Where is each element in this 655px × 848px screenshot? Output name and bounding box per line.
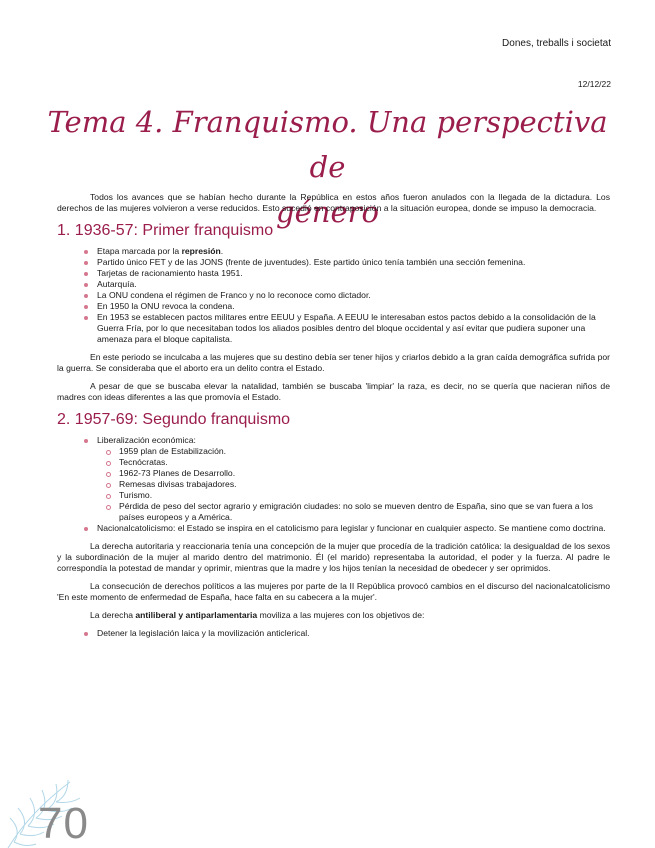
sub-list-item: Pérdida de peso del sector agrario y emigración ciudades: no solo se mueven dentro de España, sino que se van fuera a los países europeos y a América.: [119, 501, 610, 523]
paragraph-text: moviliza a las mujeres con los objetivos de:: [257, 610, 425, 620]
sub-list-item: 1959 plan de Estabilización.: [119, 446, 610, 457]
list-item: [97, 435, 610, 523]
section-2-paragraph: [57, 610, 610, 621]
section-2-paragraph: La consecución de derechos políticos a las mujeres por parte de la II República provocó cambios en el discurso del nacionalcatolicismo 'En este momento de enfermedad de España, hace falta en su cabecera a la mujer'.: [57, 581, 610, 602]
section-1-paragraph: En este periodo se inculcaba a las mujeres que su destino debía ser tener hijos y criarlos debido a la gran caída demográfica sufrida por la guerra. Se consideraba que el aborto era un delito contra el Estado.: [57, 352, 610, 373]
sub-list-item: 1962-73 Planes de Desarrollo.: [119, 468, 610, 479]
list-item: Detener la legislación laica y la movilización anticlerical.: [97, 628, 610, 639]
list-item: En 1953 se establecen pactos militares entre EEUU y España. A EEUU le interesaban estos pactos debido a la consolidación de la Guerra Fría, por lo que necesitaban todos los aliados posibles dentro del bloque occidental y así evitar que pudiera suponer una amenaza para el bloque capitalista.: [97, 312, 610, 345]
sub-list-item: Remesas divisas trabajadores.: [119, 479, 610, 490]
section-2-final-list: [57, 628, 610, 639]
sub-list: [97, 446, 610, 523]
list-item: Nacionalcatolicismo: el Estado se inspira en el catolicismo para legislar y funcionar en cualquier aspecto. Se mantiene como doctrina.: [97, 523, 610, 534]
list-item: La ONU condena el régimen de Franco y no lo reconoce como dictador.: [97, 290, 610, 301]
section-1-paragraph: A pesar de que se buscaba elevar la natalidad, también se buscaba 'limpiar' la raza, es decir, no se quería que nacieran niños de madres con ideas diferentes a las que promovía el Estado.: [57, 381, 610, 402]
paragraph-bold-text: antiliberal y antiparlamentaria: [135, 610, 258, 620]
bullet-bold-text: represión: [181, 246, 221, 256]
bullet-text: Etapa marcada por la: [97, 246, 182, 256]
bullet-text: Liberalización económica:: [97, 435, 196, 445]
section-1-list: [57, 246, 610, 345]
page-number: 70: [38, 799, 89, 848]
list-item: [97, 246, 610, 257]
section-2-heading: 2. 1957-69: Segundo franquismo: [57, 411, 291, 428]
section-2-list: [57, 435, 610, 534]
section-2-paragraph: La derecha autoritaria y reaccionaria tenía una concepción de la mujer que procedía de la tradición católica: la desigualdad de los sexos y la subordinación de la mujer al marido dentro del matrimonio. Él (el marido) representaba la autoridad, el poder y la fuerza. Al padre le correspondía la potestad de mandar y oprimir, mientras que la madre y los hijos tenían la necesidad de obedecer y ser oprimidos.: [57, 541, 610, 573]
intro-paragraph: Todos los avances que se habían hecho durante la República en estos años fueron anulados con la llegada de la dictadura. Los derechos de las mujeres volvieron a verse reducidos. Esto sucedió en contraposición a la situación europea, donde se impuso la democracia.: [57, 192, 610, 213]
list-item: Tarjetas de racionamiento hasta 1951.: [97, 268, 610, 279]
list-item: En 1950 la ONU revoca la condena.: [97, 301, 610, 312]
title-line-2: género: [276, 195, 379, 229]
sub-list-item: Tecnócratas.: [119, 457, 610, 468]
document-date: 12/12/22: [577, 79, 611, 89]
section-1-heading: 1. 1936-57: Primer franquismo: [57, 222, 274, 239]
title-line-1: Tema 4. Franquismo. Una perspectiva de: [47, 105, 608, 184]
paragraph-text: La derecha: [90, 610, 136, 620]
document-body: [57, 192, 610, 646]
sub-list-item: Turismo.: [119, 490, 610, 501]
list-item: Partido único FET y de las JONS (frente de juventudes). Este partido único tenía también una sección femenina.: [97, 257, 610, 268]
list-item: Autarquía.: [97, 279, 610, 290]
bullet-text: .: [220, 246, 224, 256]
course-header: Dones, treballs i societat: [502, 38, 611, 49]
